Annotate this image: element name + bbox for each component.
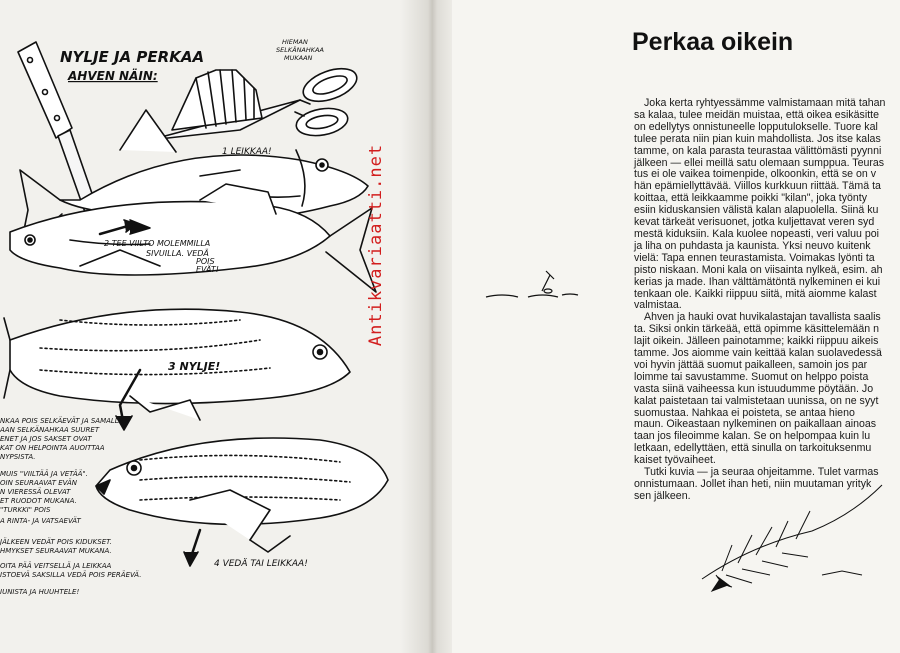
article-line: letkaan, edellyttäen, että sinulla on tarkoituksenmu — [634, 442, 872, 455]
article-line: tamme. Jos aiomme vain keittää kalan suolavedessä — [634, 347, 882, 360]
article-line: tamme, on kala parasta teurastaa välittömästi pyynni — [634, 144, 882, 157]
article-line: esiin kiduskansien välistä kalan alapuolella. Siinä ku — [634, 204, 879, 217]
step-3-label: 3 NYLJE! — [168, 360, 221, 373]
article-line: maun. Oikeastaan nylkeminen on paikallaan ainoas — [634, 418, 877, 431]
article-line: tenkaan ole. Kaikki riippuu siitä, mitä aiomme kalast — [634, 287, 877, 300]
instruction-line: NYPSISTA. — [0, 453, 36, 461]
article-line: ja liha on puhdasta ja kaunista. Yksi neuvo kuitenk — [634, 239, 871, 252]
article-title: Perkaa oikein — [632, 28, 794, 56]
article-line: mestä kiduksiin. Kala kuolee nopeasti, veri valuu poi — [634, 227, 879, 240]
article-line: taan jos fileoimme kalan. Se on helpompaa kuin lu — [634, 430, 871, 443]
article-line: sa kalaa, tulee meidän muistaa, että oikea esikäsitte — [634, 108, 879, 121]
article-line: vielä: Tapa ennen teurastamista. Voimakas lyönti ta — [634, 251, 875, 264]
article-line: voi hyvin jättää suomut paikalleen, samoin jos par — [634, 358, 868, 371]
step-2-line-3: POIS — [196, 257, 215, 266]
article-line: lajit oikein. Jälleen painotamme; kaikki riippuu aikeis — [634, 335, 879, 348]
instruction-line: A RINTA- JA VATSAEVÄT — [0, 517, 81, 525]
instruction-line: ENET JA JOS SAKSET OVAT — [0, 435, 92, 443]
article-line: ta. Siksi onkin tärkeää, että opimme käsittelemään n — [634, 323, 879, 336]
fishing-float-icon — [482, 265, 582, 305]
article-line: valmistaa. — [634, 299, 682, 312]
title-line-1: NYLJE JA PERKAA — [60, 48, 205, 66]
article-line: tulee perata niin pian kuin mahdollista. Jos itse kalas — [634, 132, 881, 145]
article-line: Joka kerta ryhtyessämme valmistamaan mitä tahan — [644, 97, 886, 109]
article-line: loimme tai savustamme. Suomut on helppo poista — [634, 370, 869, 383]
article-line: hän epämiellyttävää. Viillos kurkkuun riittää. Tämä ta — [634, 180, 881, 193]
skin-note-2: SELKÄNAHKAA — [276, 46, 324, 54]
instruction-line: N VIERESSÄ OLEVAT — [0, 488, 71, 496]
instruction-line: NKAA POIS SELKÄEVÄT JA SAMALLA — [0, 417, 124, 425]
instruction-line: ISTOEVÄ SAKSILLA VEDÄ POIS PERÄEVÄ. — [0, 571, 142, 579]
instruction-line: OIN SEURAAVAT EVÄN — [0, 479, 77, 487]
skin-note-1: HIEMAN — [282, 38, 308, 46]
step-2-line-2: SIVUILLA. VEDÄ — [146, 249, 209, 258]
instruction-line: OITA PÄÄ VEITSELLÄ JA LEIKKAA — [0, 562, 112, 570]
article-line: suomustaa. Nahkaa ei poisteta, se antaa hieno — [634, 406, 855, 419]
article-body — [634, 98, 900, 503]
instruction-line: ET RUODOT MUKANA. — [0, 497, 77, 505]
article-line: kevat tärkeät verisuonet, jotka kuljettavat veren syd — [634, 216, 875, 229]
article-line: kerias ja made. Ihan välttämätöntä nylkeminen ei kui — [634, 275, 881, 288]
instruction-line: KAT ON HELPOINTA AUOITTAA — [0, 444, 105, 452]
instruction-line: HMYKSET SEURAAVAT MUKANA. — [0, 547, 112, 555]
article-line: on edellytys onnistuneelle lopputulokselle. Tuore kal — [634, 120, 878, 133]
article-line: kaiset työvaiheet. — [634, 454, 716, 467]
skin-note-3: MUKAAN — [284, 54, 313, 62]
instruction-line: "TURKKI" POIS — [0, 506, 51, 514]
step-4-label: 4 VEDÄ TAI LEIKKAA! — [214, 559, 308, 569]
article-line: tus ei ole vaikea toimenpide, olkoonkin, että se on v — [634, 168, 877, 181]
article-line: Ahven ja hauki ovat huvikalastajan tavallista saalis — [644, 311, 881, 324]
article-line: sen jälkeen. — [634, 489, 691, 502]
title-line-2: AHVEN NÄIN: — [68, 69, 158, 83]
step-2-line-1: 2 TEE VIILTO MOLEMMILLA — [104, 239, 211, 248]
instruction-line: JÄLKEEN VEDÄT POIS KIDUKSET. — [0, 538, 112, 546]
article-line: vasta siinä vaiheessa kun istuudumme pöytään. Jo — [634, 382, 874, 395]
article-line: kalat paistetaan tai valmistetaan uunissa, on ne syyt — [634, 394, 879, 407]
step-1-label: 1 LEIKKAA! — [222, 147, 272, 157]
fish-4 — [96, 438, 388, 566]
article-line: onnistumaan. Jollet ihan heti, niin muutaman yrityk — [634, 478, 872, 490]
article-line: jälkeen — ellei meillä satu olemaan sumppua. Teuras — [634, 156, 885, 169]
article-line: Tutki kuvia — ja seuraa ohjeitamme. Tulet varmas — [644, 466, 879, 479]
article-line: pisto niskaan. Moni kala on viisainta nylkeä, esim. ah — [634, 263, 883, 276]
instruction-line: MUIS "VIILTÄÄ JA VETÄÄ". — [0, 470, 88, 478]
instruction-line: AAN SELKÄNAHKAA SUURET — [0, 426, 100, 434]
step-2-line-4: EVÄT! — [196, 265, 219, 274]
instruction-line: IUNISTA JA HUUHTELE! — [0, 588, 80, 596]
article-line: koittaa, että leikkaamme poikki "kilan", joka työnty — [634, 192, 868, 205]
